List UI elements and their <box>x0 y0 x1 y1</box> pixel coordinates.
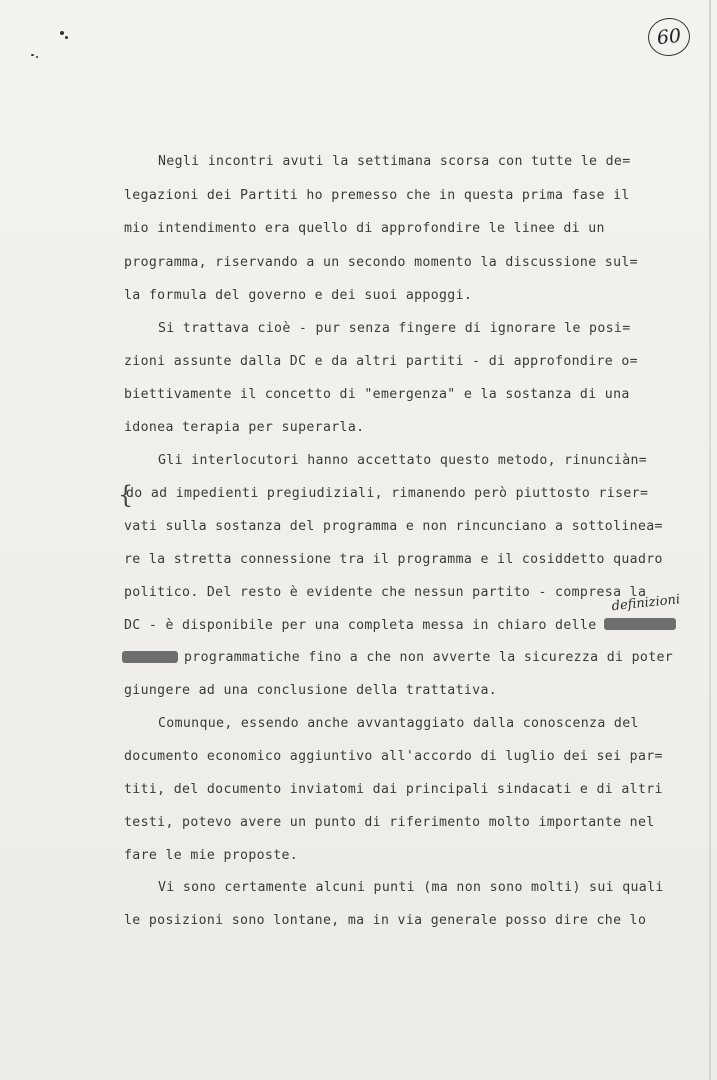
text-line: idonea terapia per superarla. <box>124 420 365 435</box>
text-line: zioni assunte dalla DC e da altri partiti - di approfondire o= <box>124 354 638 369</box>
ink-speck <box>65 36 68 39</box>
text-line: legazioni dei Partiti ho premesso che in questa prima fase il <box>124 188 630 203</box>
page-number <box>646 16 692 58</box>
text-line: re la stretta connessione tra il programma e il cosiddetto quadro <box>124 552 663 567</box>
text-line: fare le mie proposte. <box>124 848 299 863</box>
text-line: DC - è disponibile per una completa messa in chiaro delle <box>124 618 597 633</box>
text-line: titi, del documento inviatomi dai principali sindacati e di altri <box>124 782 663 797</box>
page-edge <box>709 0 711 1080</box>
page-number-text: 60 <box>655 24 683 50</box>
text-line: giungere ad una conclusione della trattativa. <box>124 683 498 698</box>
ink-speck <box>60 31 64 35</box>
struck-out-word <box>122 651 178 663</box>
text-line: Vi sono certamente alcuni punti (ma non sono molti) sui quali <box>158 880 664 895</box>
text-line: Negli incontri avuti la settimana scorsa con tutte le de= <box>158 154 631 169</box>
text-line: mio intendimento era quello di approfondire le linee di un <box>124 221 605 236</box>
text-line: politico. Del resto è evidente che nessun partito - compresa la <box>124 585 647 600</box>
text-line: Si trattava cioè - pur senza fingere di ignorare le posi= <box>158 321 631 336</box>
text-line: programmatiche fino a che non avverte la sicurezza di poter <box>184 650 674 665</box>
text-line: biettivamente il concetto di "emergenza" e la sostanza di una <box>124 387 630 402</box>
handwritten-correction: definizioni <box>611 592 681 615</box>
text-line: le posizioni sono lontane, ma in via generale posso dire che lo <box>124 913 647 928</box>
text-line: Gli interlocutori hanno accettato questo metodo, rinunciàn= <box>158 453 648 468</box>
text-line: Comunque, essendo anche avvantaggiato dalla conoscenza del <box>158 716 639 731</box>
ink-speck <box>31 54 34 56</box>
text-line: do ad impedienti pregiudiziali, rimanendo però piuttosto riser= <box>126 486 649 501</box>
margin-mark: { <box>118 481 134 509</box>
text-line: programma, riservando a un secondo momento la discussione sul= <box>124 255 638 270</box>
text-line: vati sulla sostanza del programma e non rincunciano a sottolinea= <box>124 519 663 534</box>
text-line: documento economico aggiuntivo all'accordo di luglio dei sei par= <box>124 749 663 764</box>
text-line: la formula del governo e dei suoi appoggi. <box>124 288 473 303</box>
text-line: testi, potevo avere un punto di riferimento molto importante nel <box>124 815 655 830</box>
ink-speck <box>36 56 38 58</box>
